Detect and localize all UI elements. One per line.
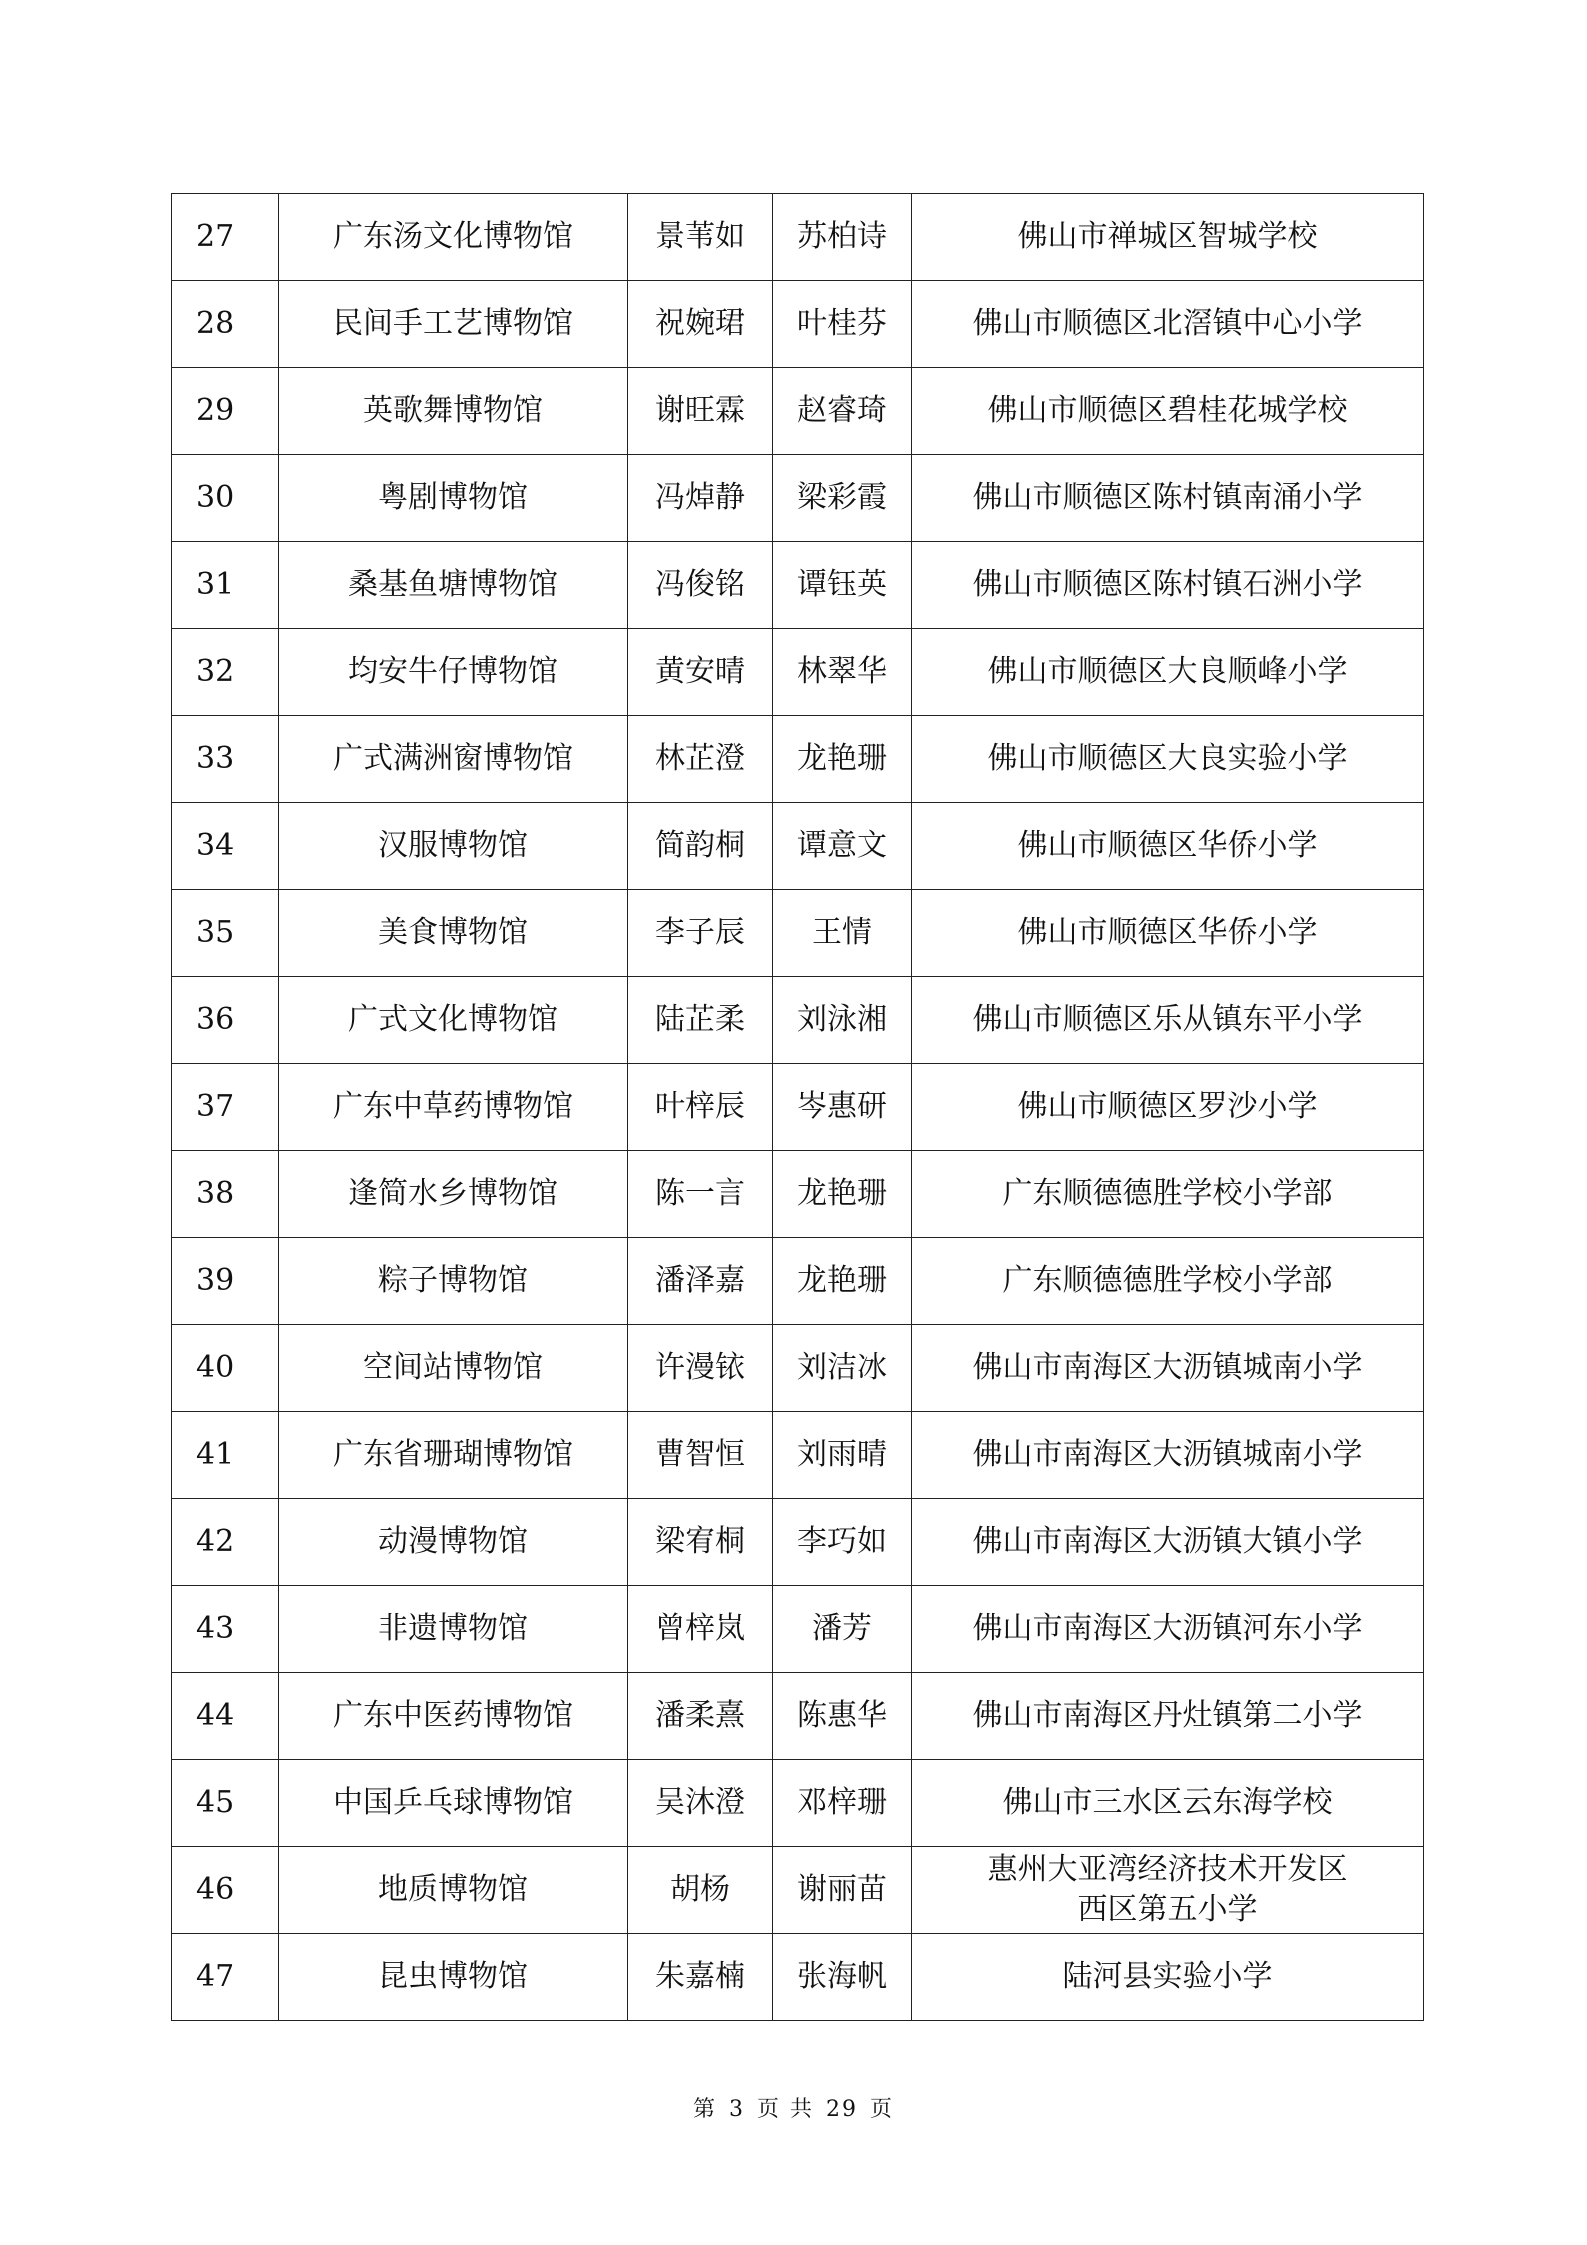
- row-number: 38: [172, 1151, 279, 1238]
- row-number: 36: [172, 977, 279, 1064]
- table-row: [172, 455, 1424, 542]
- school-name: 佛山市南海区大沥镇城南小学: [912, 1325, 1424, 1412]
- student-name: 潘柔熹: [628, 1673, 773, 1760]
- museum-name: 桑基鱼塘博物馆: [279, 542, 628, 629]
- table-row: [172, 1412, 1424, 1499]
- school-name: 佛山市南海区大沥镇河东小学: [912, 1586, 1424, 1673]
- table-row: [172, 281, 1424, 368]
- teacher-name: 赵睿琦: [773, 368, 912, 455]
- table-row: [172, 1064, 1424, 1151]
- school-name: 佛山市顺德区碧桂花城学校: [912, 368, 1424, 455]
- museum-name: 汉服博物馆: [279, 803, 628, 890]
- table-row: [172, 977, 1424, 1064]
- table-row: [172, 629, 1424, 716]
- student-name: 祝婉珺: [628, 281, 773, 368]
- row-number: 29: [172, 368, 279, 455]
- footer-suffix: 页: [870, 2097, 895, 2122]
- teacher-name: 张海帆: [773, 1934, 912, 2021]
- teacher-name: 刘泳湘: [773, 977, 912, 1064]
- museum-name: 非遗博物馆: [279, 1586, 628, 1673]
- awards-table: [171, 193, 1424, 2021]
- footer-prefix: 第: [692, 2097, 717, 2122]
- teacher-name: 林翠华: [773, 629, 912, 716]
- school-name: 佛山市顺德区陈村镇南涌小学: [912, 455, 1424, 542]
- museum-name: 广式文化博物馆: [279, 977, 628, 1064]
- student-name: 景苇如: [628, 194, 773, 281]
- museum-name: 美食博物馆: [279, 890, 628, 977]
- student-name: 许漫铱: [628, 1325, 773, 1412]
- school-name: 佛山市南海区大沥镇大镇小学: [912, 1499, 1424, 1586]
- table-row: [172, 542, 1424, 629]
- student-name: 曾梓岚: [628, 1586, 773, 1673]
- row-number: 30: [172, 455, 279, 542]
- school-name: 佛山市南海区丹灶镇第二小学: [912, 1673, 1424, 1760]
- museum-name: 均安牛仔博物馆: [279, 629, 628, 716]
- student-name: 曹智恒: [628, 1412, 773, 1499]
- student-name: 李子辰: [628, 890, 773, 977]
- school-name: 佛山市顺德区华侨小学: [912, 890, 1424, 977]
- student-name: 黄安晴: [628, 629, 773, 716]
- student-name: 叶梓辰: [628, 1064, 773, 1151]
- row-number: 44: [172, 1673, 279, 1760]
- museum-name: 民间手工艺博物馆: [279, 281, 628, 368]
- museum-name: 英歌舞博物馆: [279, 368, 628, 455]
- table-row: [172, 890, 1424, 977]
- table-row: [172, 368, 1424, 455]
- row-number: 46: [172, 1847, 279, 1934]
- row-number: 32: [172, 629, 279, 716]
- row-number: 35: [172, 890, 279, 977]
- table-row: [172, 803, 1424, 890]
- school-name: 佛山市南海区大沥镇城南小学: [912, 1412, 1424, 1499]
- museum-name: 昆虫博物馆: [279, 1934, 628, 2021]
- school-name: 佛山市顺德区大良实验小学: [912, 716, 1424, 803]
- teacher-name: 梁彩霞: [773, 455, 912, 542]
- table-row: [172, 716, 1424, 803]
- school-name: [912, 1847, 1424, 1934]
- school-name-line-2: 西区第五小学: [1077, 1892, 1258, 1927]
- student-name: 梁宥桐: [628, 1499, 773, 1586]
- student-name: 潘泽嘉: [628, 1238, 773, 1325]
- museum-name: 中国乒乓球博物馆: [279, 1760, 628, 1847]
- teacher-name: 谢丽苗: [773, 1847, 912, 1934]
- school-name: 佛山市禅城区智城学校: [912, 194, 1424, 281]
- student-name: 谢旺霖: [628, 368, 773, 455]
- student-name: 冯俊铭: [628, 542, 773, 629]
- museum-name: 广式满洲窗博物馆: [279, 716, 628, 803]
- footer-middle: 页 共: [757, 2097, 814, 2122]
- row-number: 28: [172, 281, 279, 368]
- table-row: [172, 1499, 1424, 1586]
- teacher-name: 刘雨晴: [773, 1412, 912, 1499]
- row-number: 40: [172, 1325, 279, 1412]
- current-page-number: 3: [729, 2097, 745, 2122]
- table-row: [172, 1673, 1424, 1760]
- museum-name: 逢简水乡博物馆: [279, 1151, 628, 1238]
- teacher-name: 陈惠华: [773, 1673, 912, 1760]
- table-row: [172, 1847, 1424, 1934]
- row-number: 31: [172, 542, 279, 629]
- row-number: 45: [172, 1760, 279, 1847]
- row-number: 41: [172, 1412, 279, 1499]
- row-number: 47: [172, 1934, 279, 2021]
- school-name-line-1: 惠州大亚湾经济技术开发区: [987, 1852, 1348, 1887]
- museum-name: 粽子博物馆: [279, 1238, 628, 1325]
- table-row: [172, 1238, 1424, 1325]
- school-name: 广东顺德德胜学校小学部: [912, 1151, 1424, 1238]
- student-name: 简韵桐: [628, 803, 773, 890]
- museum-name: 广东省珊瑚博物馆: [279, 1412, 628, 1499]
- row-number: 34: [172, 803, 279, 890]
- teacher-name: 李巧如: [773, 1499, 912, 1586]
- teacher-name: 刘洁冰: [773, 1325, 912, 1412]
- school-name: 陆河县实验小学: [912, 1934, 1424, 2021]
- teacher-name: 苏柏诗: [773, 194, 912, 281]
- school-name: 佛山市顺德区大良顺峰小学: [912, 629, 1424, 716]
- total-pages-number: 29: [826, 2097, 858, 2122]
- table-row: [172, 194, 1424, 281]
- table-row: [172, 1325, 1424, 1412]
- museum-name: 粤剧博物馆: [279, 455, 628, 542]
- student-name: 朱嘉楠: [628, 1934, 773, 2021]
- student-name: 冯焯静: [628, 455, 773, 542]
- table-body: [172, 194, 1424, 2021]
- page-footer: [0, 2092, 1587, 2123]
- teacher-name: 谭钰英: [773, 542, 912, 629]
- teacher-name: 潘芳: [773, 1586, 912, 1673]
- table-row: [172, 1151, 1424, 1238]
- row-number: 33: [172, 716, 279, 803]
- student-name: 林芷澄: [628, 716, 773, 803]
- school-name: 广东顺德德胜学校小学部: [912, 1238, 1424, 1325]
- row-number: 42: [172, 1499, 279, 1586]
- teacher-name: 谭意文: [773, 803, 912, 890]
- school-name: 佛山市顺德区罗沙小学: [912, 1064, 1424, 1151]
- school-name: 佛山市三水区云东海学校: [912, 1760, 1424, 1847]
- school-name: 佛山市顺德区陈村镇石洲小学: [912, 542, 1424, 629]
- teacher-name: 龙艳珊: [773, 1151, 912, 1238]
- student-name: 吴沐澄: [628, 1760, 773, 1847]
- teacher-name: 王情: [773, 890, 912, 977]
- student-name: 胡杨: [628, 1847, 773, 1934]
- museum-name: 动漫博物馆: [279, 1499, 628, 1586]
- table-row: [172, 1760, 1424, 1847]
- row-number: 37: [172, 1064, 279, 1151]
- teacher-name: 龙艳珊: [773, 716, 912, 803]
- school-name: 佛山市顺德区乐从镇东平小学: [912, 977, 1424, 1064]
- student-name: 陈一言: [628, 1151, 773, 1238]
- row-number: 39: [172, 1238, 279, 1325]
- museum-name: 广东汤文化博物馆: [279, 194, 628, 281]
- table-row: [172, 1934, 1424, 2021]
- teacher-name: 叶桂芬: [773, 281, 912, 368]
- teacher-name: 龙艳珊: [773, 1238, 912, 1325]
- school-name: 佛山市顺德区华侨小学: [912, 803, 1424, 890]
- museum-name: 广东中草药博物馆: [279, 1064, 628, 1151]
- teacher-name: 邓梓珊: [773, 1760, 912, 1847]
- museum-name: 广东中医药博物馆: [279, 1673, 628, 1760]
- museum-name: 空间站博物馆: [279, 1325, 628, 1412]
- school-name: 佛山市顺德区北滘镇中心小学: [912, 281, 1424, 368]
- row-number: 43: [172, 1586, 279, 1673]
- student-name: 陆芷柔: [628, 977, 773, 1064]
- museum-name: 地质博物馆: [279, 1847, 628, 1934]
- row-number: 27: [172, 194, 279, 281]
- table-row: [172, 1586, 1424, 1673]
- teacher-name: 岑惠研: [773, 1064, 912, 1151]
